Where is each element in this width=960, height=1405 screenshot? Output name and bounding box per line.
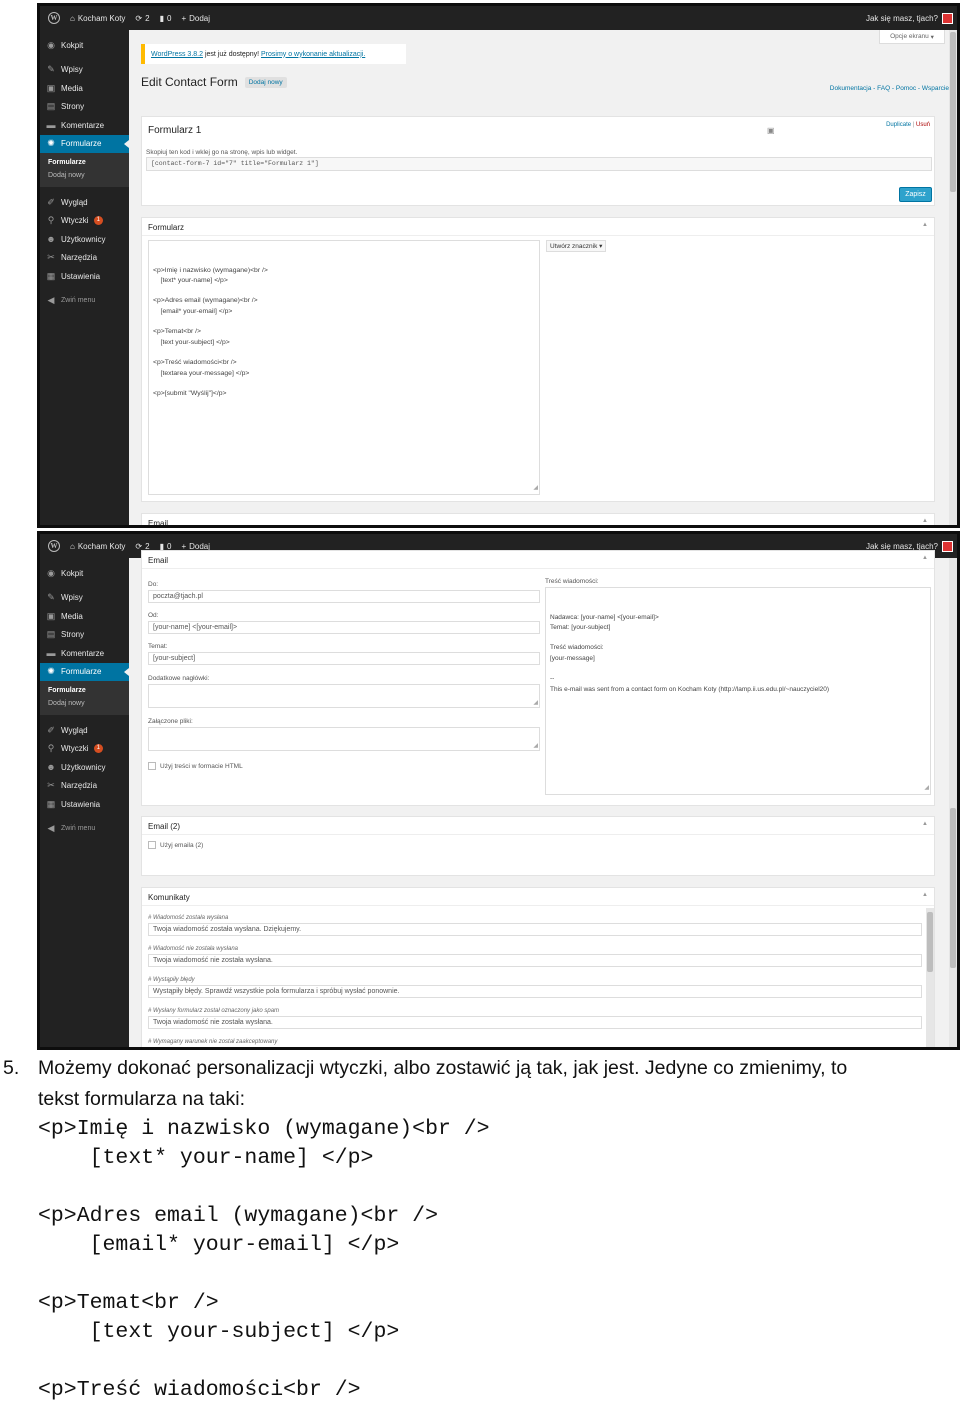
main-content [129, 555, 957, 1047]
form-name[interactable]: Formularz 1 [148, 125, 202, 136]
refresh-icon: ⟳ [135, 13, 143, 23]
plugin-icon: ⚲ [47, 743, 55, 754]
collapse-arrow-icon[interactable]: ▲ [922, 555, 928, 561]
updates-link[interactable]: ⟳ 2 [135, 13, 150, 23]
sidebar-item-formularze[interactable]: ✺ Formularze [40, 663, 129, 682]
sidebar-item-komentarze[interactable]: ▬ Komentarze [46, 120, 105, 131]
sidebar-item-wtyczki[interactable]: ⚲ Wtyczki 1 [40, 212, 129, 231]
tools-icon: ✂ [47, 252, 55, 263]
save-button[interactable]: Zapisz [899, 187, 932, 202]
message-spam-field[interactable]: Twoja wiadomość nie została wysłana. [148, 1016, 922, 1029]
html-format-option: Użyj treści w formacie HTML [148, 762, 243, 770]
code-line: <p>Temat<br /> [38, 1291, 219, 1315]
wordpress-logo-icon[interactable]: W [48, 540, 60, 552]
submenu-add-new[interactable]: Dodaj nowy [48, 700, 85, 707]
collapse-arrow-icon: ◀ [47, 823, 55, 834]
admin-sidebar [40, 558, 129, 1047]
shortcode-field[interactable]: [contact-form-7 id="7" title="Formularz 1"] [146, 157, 932, 171]
page-scrollbar[interactable] [949, 558, 957, 1047]
settings-icon: ▦ [46, 798, 56, 809]
submenu-formularze[interactable]: Formularze [48, 159, 86, 166]
sidebar-submenu [40, 153, 129, 187]
users-icon: ☻ [46, 762, 56, 773]
home-icon: ⌂ [70, 13, 75, 23]
admin-sidebar [40, 30, 129, 525]
dashboard-icon: ◉ [47, 567, 55, 578]
brush-icon: ✐ [47, 724, 55, 735]
page-title: Edit Contact Form Dodaj nowy [141, 75, 287, 89]
pin-icon: ✎ [47, 592, 55, 603]
dashboard-icon: ◉ [47, 39, 55, 50]
sidebar-item-uzytkownicy[interactable]: ☻ Użytkownicy [46, 762, 106, 773]
collapse-menu-button[interactable]: ◀ Zwiń menu [47, 823, 96, 834]
comment-icon: ▮ [159, 13, 164, 23]
sidebar-item-strony[interactable]: ▤ Strony [46, 101, 85, 112]
collapse-arrow-icon[interactable]: ▲ [922, 518, 928, 524]
tools-icon: ✂ [47, 780, 55, 791]
add-new-button[interactable]: Dodaj nowy [245, 77, 287, 88]
sidebar-item-uzytkownicy[interactable]: ☻ Użytkownicy [46, 234, 106, 245]
email-body-textarea[interactable]: Nadawca: [your-name] <[your-email]> Temat: [your-subject] Treść wiadomości: [your-message] -- This e-mail was sent from a contact form on Kocham Koty (http://lamp.ii.us.edu.pl/~nauczyciel20) ◢ [545, 587, 931, 795]
sidebar-item-strony[interactable]: ▤ Strony [46, 629, 85, 640]
sidebar-item-wtyczki[interactable]: ⚲ Wtyczki 1 [40, 740, 129, 759]
sidebar-item-kokpit[interactable]: ◉ Kokpit [47, 39, 84, 50]
updates-link[interactable]: ⟳ 2 [135, 541, 150, 551]
pages-icon: ▤ [46, 101, 56, 112]
account-menu[interactable]: Jak się masz, tjach? [866, 6, 953, 30]
messages-scrollbar[interactable] [926, 908, 934, 1050]
collapse-arrow-icon: ◀ [47, 295, 55, 306]
code-line: [text* your-name] </p> [38, 1146, 374, 1170]
submenu-formularze[interactable]: Formularze [48, 687, 86, 694]
plugin-update-badge: 1 [94, 744, 103, 753]
instruction-line-1: Możemy dokonać personalizacji wtyczki, albo zostawić ją tak, jak jest. Jedyne co zmienimy, to [38, 1057, 848, 1079]
html-format-checkbox[interactable] [148, 762, 156, 770]
add-new-link[interactable]: + Dodaj [181, 541, 211, 551]
sidebar-item-komentarze[interactable]: ▬ Komentarze [46, 648, 105, 659]
collapse-arrow-icon[interactable]: ▲ [922, 821, 928, 827]
delete-link[interactable]: Usuń [915, 122, 930, 128]
screenshot-top [37, 3, 960, 528]
users-icon: ☻ [46, 234, 56, 245]
sidebar-item-wyglad[interactable]: ✐ Wygląd [47, 724, 88, 735]
copy-icon[interactable]: ▣ [767, 126, 775, 135]
plugin-icon: ⚲ [47, 215, 55, 226]
duplicate-link[interactable]: Duplicate [886, 122, 912, 128]
code-line: [email* your-email] </p> [38, 1233, 400, 1257]
sidebar-item-narzedzia[interactable]: ✂ Narzędzia [47, 252, 98, 263]
sidebar-item-narzedzia[interactable]: ✂ Narzędzia [47, 780, 98, 791]
email2-panel-title: Email (2) ▲ [142, 817, 934, 835]
email-subject-field[interactable]: [your-subject] [148, 652, 540, 665]
avatar [942, 13, 953, 24]
plus-icon: + [181, 13, 187, 23]
messages-panel: Komunikaty ▲ # Wiadomość została wysłana Twoja wiadomość została wysłana. Dziękujemy. # Wiadomość nie została wysłana Twoja wiadomość nie została wysłana. # Wystąpiły błędy Wystąpiły błędy. Sprawdź wszystkie pola formularza i spróbuj wysłać ponownie. # Wysłany formularz został oznaczony jako spam Twoja wiadomość nie została wysłana. # Wymagany warunek nie został zaakceptowany [141, 887, 935, 1050]
gear-icon: ✺ [47, 138, 55, 149]
comments-icon: ▬ [46, 120, 56, 131]
media-icon: ▣ [46, 610, 56, 621]
resize-handle-icon[interactable]: ◢ [924, 784, 929, 791]
use-email2-checkbox[interactable] [148, 841, 156, 849]
sidebar-item-ustawienia[interactable]: ▦ Ustawienia [46, 798, 101, 809]
use-email2-option: Użyj emaila (2) [148, 841, 203, 849]
screen-options-button[interactable]: Opcje ekranu ▾ [879, 30, 945, 44]
sidebar-item-wpisy[interactable]: ✎ Wpisy [47, 64, 83, 75]
sidebar-item-formularze[interactable]: ✺ Formularze [40, 135, 129, 154]
copy-hint: Skopiuj ten kod i wklej go na stronę, wpis lub widget. [146, 149, 298, 156]
form-editor-textarea[interactable]: <p>Imię i nazwisko (wymagane)<br /> [text* your-name] </p> <p>Adres email (wymagane)<br /> [email* your-email] </p> <p>Temat<br /> [text your-subject] </p> <p>Treść wiadomości<br /> [textarea your-message] </p> <p>[submit "Wyślij"]</p> ◢ [148, 240, 540, 495]
resize-handle-icon[interactable]: ◢ [533, 743, 538, 749]
wordpress-logo-icon[interactable]: W [48, 12, 60, 24]
resize-handle-icon[interactable]: ◢ [533, 700, 538, 706]
account-menu[interactable]: Jak się masz, tjach? [866, 534, 953, 558]
update-link[interactable]: Prosimy o wykonanie aktualizacji. [261, 50, 366, 58]
resize-handle-icon[interactable]: ◢ [533, 484, 538, 491]
email2-panel [141, 816, 935, 876]
messages-panel-title: Komunikaty ▲ [142, 888, 934, 906]
sidebar-item-kokpit[interactable]: ◉ Kokpit [47, 567, 84, 578]
tag-generator-dropdown[interactable]: Utwórz znacznik ▾ [546, 240, 606, 252]
email-headers-field[interactable] [148, 684, 540, 708]
pin-icon: ✎ [47, 64, 55, 75]
settings-icon: ▦ [46, 270, 56, 281]
pages-icon: ▤ [46, 629, 56, 640]
gear-icon: ✺ [47, 666, 55, 677]
email-attachments-field[interactable] [148, 727, 540, 751]
home-icon: ⌂ [70, 541, 75, 551]
collapse-menu-button[interactable]: ◀ Zwiń menu [47, 295, 96, 306]
sidebar-item-wyglad[interactable]: ✐ Wygląd [47, 196, 88, 207]
submenu-add-new[interactable]: Dodaj nowy [48, 172, 85, 179]
avatar [942, 541, 953, 552]
update-notice: WordPress 3.8.2 jest już dostępny! Prosimy o wykonanie aktualizacji. [141, 44, 406, 64]
comment-icon: ▮ [159, 541, 164, 551]
message-not-sent-field[interactable]: Twoja wiadomość nie została wysłana. [148, 954, 922, 967]
site-name-link[interactable]: ⌂ Kocham Koty [70, 541, 126, 551]
version-link[interactable]: WordPress 3.8.2 [151, 50, 204, 58]
email-panel-title: Email ▲ [142, 551, 934, 569]
message-errors-field[interactable]: Wystąpiły błędy. Sprawdź wszystkie pola formularza i spróbuj wysłać ponownie. [148, 985, 922, 998]
sidebar-item-media[interactable]: ▣ Media [46, 82, 83, 93]
instruction-line-2: tekst formularza na taki: [38, 1088, 245, 1110]
form-header-panel [141, 116, 935, 206]
main-content [129, 30, 957, 528]
code-line: [text your-subject] </p> [38, 1320, 400, 1344]
list-number: 5. [3, 1057, 20, 1079]
refresh-icon: ⟳ [135, 541, 143, 551]
form-panel-title: Formularz ▲ [142, 218, 934, 236]
code-line: <p>Adres email (wymagane)<br /> [38, 1204, 438, 1228]
help-links[interactable]: Dokumentacja - FAQ - Pomoc - Wsparcie [829, 85, 949, 92]
email-to-field[interactable]: poczta@tjach.pl [148, 590, 540, 603]
collapse-arrow-icon[interactable]: ▲ [922, 222, 928, 228]
admin-bar [40, 6, 957, 30]
collapse-arrow-icon[interactable]: ▲ [922, 892, 928, 898]
plus-icon: + [181, 541, 187, 551]
comments-link[interactable]: ▮ 0 [159, 541, 172, 551]
screenshot-bottom [37, 531, 960, 1050]
code-line: <p>Imię i nazwisko (wymagane)<br /> [38, 1117, 490, 1141]
brush-icon: ✐ [47, 196, 55, 207]
page-scrollbar[interactable] [949, 30, 957, 525]
email-from-field[interactable]: [your-name] <[your-email]> [148, 621, 540, 634]
plugin-update-badge: 1 [94, 216, 103, 225]
form-panel [141, 217, 935, 502]
media-icon: ▣ [46, 82, 56, 93]
sidebar-submenu [40, 681, 129, 715]
email-panel-peek: Email ▲ [141, 513, 935, 528]
email-panel: Email ▲ Do: poczta@tjach.pl Od: [your-name] <[your-email]> Temat: [your-subject] Dodatkowe nagłówki: ◢ Załączone pliki: ◢ Użyj treści w formacie HTML Treść wiadomości: Nadawca: [your-name] <[your-email]> Temat: [your-subject] Treść wiadomości: [your-message] -- This e-mail was sent from a contact form on Kocham Koty (http://lamp.ii.us.edu.pl/~nauczyciel20) ◢ [141, 550, 935, 806]
sidebar-item-media[interactable]: ▣ Media [46, 610, 83, 621]
comments-link[interactable]: ▮ 0 [159, 13, 172, 23]
add-new-link[interactable]: + Dodaj [181, 13, 211, 23]
comments-icon: ▬ [46, 648, 56, 659]
message-sent-field[interactable]: Twoja wiadomość została wysłana. Dziękujemy. [148, 923, 922, 936]
sidebar-item-wpisy[interactable]: ✎ Wpisy [47, 592, 83, 603]
form-actions: Duplicate | Usuń [886, 122, 930, 128]
sidebar-item-ustawienia[interactable]: ▦ Ustawienia [46, 270, 101, 281]
site-name-link[interactable]: ⌂ Kocham Koty [70, 13, 126, 23]
code-line: <p>Treść wiadomości<br /> [38, 1378, 361, 1402]
